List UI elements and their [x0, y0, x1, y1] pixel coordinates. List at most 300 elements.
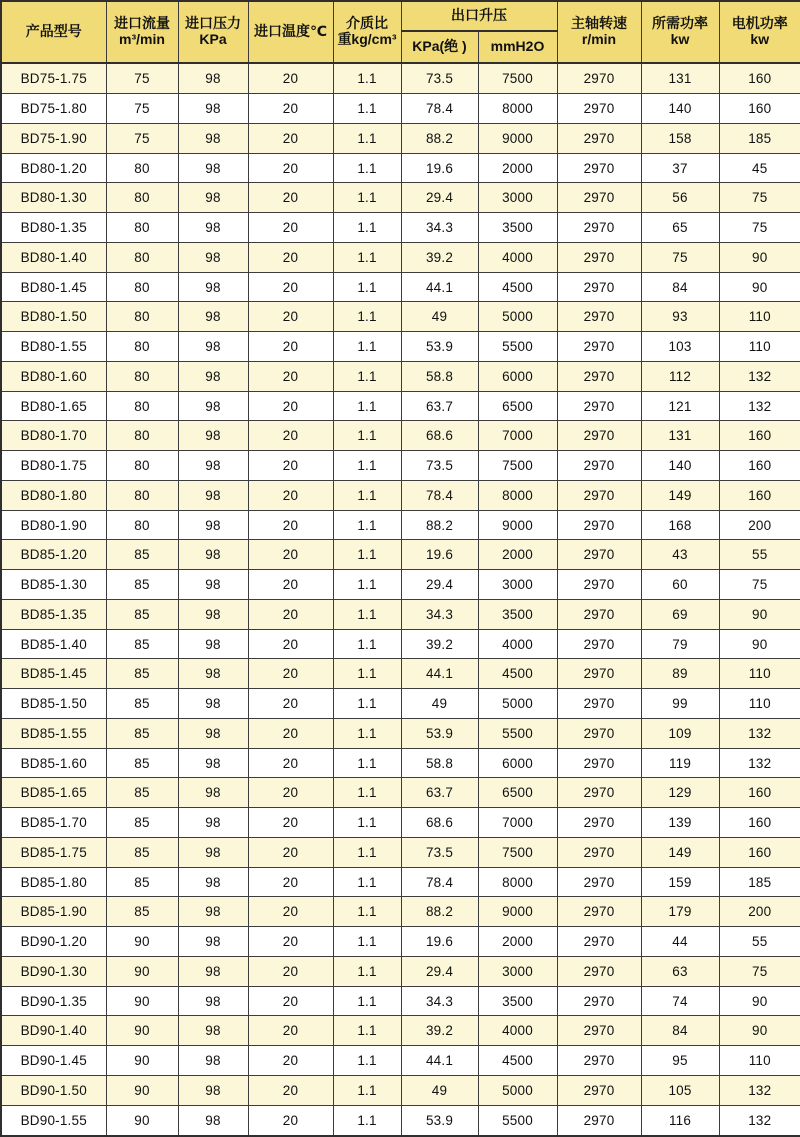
cell-outlet-kpa-abs: 73.5: [401, 451, 478, 481]
table-row: [1, 927, 800, 957]
cell-inlet-flow: 75: [106, 123, 178, 153]
cell-inlet-temp: 20: [248, 480, 333, 510]
cell-product-model: BD80-1.30: [1, 183, 106, 213]
cell-inlet-temp: 20: [248, 837, 333, 867]
cell-shaft-speed: 2970: [557, 123, 641, 153]
cell-required-power: 89: [641, 659, 719, 689]
cell-medium-density: 1.1: [333, 540, 401, 570]
cell-medium-density: 1.1: [333, 867, 401, 897]
cell-motor-power: 160: [719, 480, 800, 510]
cell-medium-density: 1.1: [333, 718, 401, 748]
cell-outlet-kpa-abs: 29.4: [401, 183, 478, 213]
cell-shaft-speed: 2970: [557, 1046, 641, 1076]
cell-product-model: BD80-1.55: [1, 332, 106, 362]
cell-outlet-kpa-abs: 34.3: [401, 986, 478, 1016]
table-row: [1, 659, 800, 689]
header-outlet-rise-group: 出口升压: [401, 1, 557, 31]
cell-inlet-temp: 20: [248, 332, 333, 362]
cell-required-power: 93: [641, 302, 719, 332]
cell-outlet-kpa-abs: 78.4: [401, 94, 478, 124]
cell-inlet-pressure: 98: [178, 808, 248, 838]
cell-inlet-temp: 20: [248, 540, 333, 570]
cell-inlet-pressure: 98: [178, 956, 248, 986]
cell-motor-power: 132: [719, 361, 800, 391]
cell-outlet-kpa-abs: 58.8: [401, 361, 478, 391]
cell-motor-power: 185: [719, 123, 800, 153]
cell-required-power: 56: [641, 183, 719, 213]
cell-motor-power: 90: [719, 599, 800, 629]
cell-inlet-temp: 20: [248, 956, 333, 986]
cell-inlet-temp: 20: [248, 242, 333, 272]
cell-required-power: 109: [641, 718, 719, 748]
cell-product-model: BD85-1.40: [1, 629, 106, 659]
cell-outlet-mmh2o: 5500: [478, 718, 557, 748]
cell-outlet-mmh2o: 3500: [478, 986, 557, 1016]
cell-medium-density: 1.1: [333, 659, 401, 689]
cell-inlet-temp: 20: [248, 272, 333, 302]
cell-outlet-kpa-abs: 49: [401, 689, 478, 719]
cell-outlet-mmh2o: 9000: [478, 897, 557, 927]
cell-outlet-kpa-abs: 78.4: [401, 867, 478, 897]
cell-inlet-pressure: 98: [178, 540, 248, 570]
table-row: [1, 808, 800, 838]
cell-outlet-kpa-abs: 88.2: [401, 510, 478, 540]
cell-inlet-pressure: 98: [178, 1046, 248, 1076]
cell-outlet-kpa-abs: 73.5: [401, 837, 478, 867]
cell-medium-density: 1.1: [333, 956, 401, 986]
cell-inlet-temp: 20: [248, 1105, 333, 1136]
cell-inlet-pressure: 98: [178, 361, 248, 391]
cell-required-power: 129: [641, 778, 719, 808]
cell-inlet-temp: 20: [248, 1016, 333, 1046]
cell-inlet-flow: 80: [106, 480, 178, 510]
cell-motor-power: 110: [719, 1046, 800, 1076]
cell-inlet-pressure: 98: [178, 748, 248, 778]
cell-inlet-pressure: 98: [178, 837, 248, 867]
table-row: [1, 837, 800, 867]
cell-shaft-speed: 2970: [557, 599, 641, 629]
cell-outlet-mmh2o: 3500: [478, 599, 557, 629]
cell-outlet-kpa-abs: 68.6: [401, 421, 478, 451]
table-row: [1, 599, 800, 629]
cell-outlet-kpa-abs: 19.6: [401, 927, 478, 957]
cell-product-model: BD85-1.30: [1, 570, 106, 600]
cell-outlet-kpa-abs: 49: [401, 1075, 478, 1105]
cell-required-power: 140: [641, 94, 719, 124]
cell-medium-density: 1.1: [333, 94, 401, 124]
cell-inlet-temp: 20: [248, 1075, 333, 1105]
cell-inlet-temp: 20: [248, 778, 333, 808]
cell-inlet-flow: 80: [106, 361, 178, 391]
cell-product-model: BD90-1.45: [1, 1046, 106, 1076]
cell-outlet-kpa-abs: 34.3: [401, 599, 478, 629]
cell-inlet-flow: 85: [106, 599, 178, 629]
cell-motor-power: 160: [719, 808, 800, 838]
cell-required-power: 149: [641, 480, 719, 510]
cell-product-model: BD85-1.50: [1, 689, 106, 719]
cell-outlet-mmh2o: 7000: [478, 808, 557, 838]
cell-outlet-mmh2o: 4000: [478, 1016, 557, 1046]
cell-shaft-speed: 2970: [557, 213, 641, 243]
header-shaft-speed: 主轴转速 r/min: [557, 1, 641, 63]
cell-outlet-kpa-abs: 53.9: [401, 718, 478, 748]
cell-inlet-pressure: 98: [178, 421, 248, 451]
table-row: [1, 1075, 800, 1105]
cell-inlet-pressure: 98: [178, 63, 248, 94]
cell-required-power: 140: [641, 451, 719, 481]
table-row: [1, 689, 800, 719]
cell-medium-density: 1.1: [333, 808, 401, 838]
cell-product-model: BD85-1.20: [1, 540, 106, 570]
cell-shaft-speed: 2970: [557, 927, 641, 957]
cell-outlet-mmh2o: 2000: [478, 540, 557, 570]
cell-motor-power: 160: [719, 63, 800, 94]
cell-inlet-pressure: 98: [178, 332, 248, 362]
table-row: [1, 956, 800, 986]
cell-product-model: BD80-1.80: [1, 480, 106, 510]
cell-inlet-flow: 80: [106, 391, 178, 421]
cell-shaft-speed: 2970: [557, 1075, 641, 1105]
cell-medium-density: 1.1: [333, 1016, 401, 1046]
cell-shaft-speed: 2970: [557, 748, 641, 778]
cell-outlet-mmh2o: 5500: [478, 332, 557, 362]
cell-inlet-temp: 20: [248, 927, 333, 957]
cell-inlet-pressure: 98: [178, 123, 248, 153]
cell-shaft-speed: 2970: [557, 808, 641, 838]
cell-required-power: 119: [641, 748, 719, 778]
cell-required-power: 99: [641, 689, 719, 719]
cell-product-model: BD85-1.75: [1, 837, 106, 867]
cell-outlet-kpa-abs: 88.2: [401, 897, 478, 927]
cell-outlet-kpa-abs: 68.6: [401, 808, 478, 838]
cell-outlet-kpa-abs: 63.7: [401, 778, 478, 808]
cell-medium-density: 1.1: [333, 183, 401, 213]
cell-product-model: BD80-1.20: [1, 153, 106, 183]
cell-inlet-pressure: 98: [178, 986, 248, 1016]
table-row: [1, 540, 800, 570]
cell-inlet-pressure: 98: [178, 272, 248, 302]
table-row: [1, 242, 800, 272]
cell-medium-density: 1.1: [333, 689, 401, 719]
cell-inlet-flow: 75: [106, 63, 178, 94]
table-row: [1, 748, 800, 778]
cell-required-power: 44: [641, 927, 719, 957]
cell-product-model: BD90-1.20: [1, 927, 106, 957]
cell-inlet-temp: 20: [248, 361, 333, 391]
cell-required-power: 131: [641, 63, 719, 94]
cell-inlet-flow: 80: [106, 272, 178, 302]
header-motor-power: 电机功率 kw: [719, 1, 800, 63]
cell-shaft-speed: 2970: [557, 659, 641, 689]
table-row: [1, 451, 800, 481]
table-row: [1, 63, 800, 94]
header-product-model-label: 产品型号: [25, 23, 82, 40]
cell-motor-power: 132: [719, 1075, 800, 1105]
cell-outlet-mmh2o: 7500: [478, 837, 557, 867]
cell-medium-density: 1.1: [333, 778, 401, 808]
cell-motor-power: 160: [719, 778, 800, 808]
table-row: [1, 718, 800, 748]
cell-outlet-mmh2o: 5500: [478, 1105, 557, 1136]
cell-outlet-mmh2o: 3500: [478, 213, 557, 243]
cell-shaft-speed: 2970: [557, 242, 641, 272]
cell-outlet-kpa-abs: 58.8: [401, 748, 478, 778]
cell-shaft-speed: 2970: [557, 1105, 641, 1136]
cell-motor-power: 90: [719, 629, 800, 659]
cell-medium-density: 1.1: [333, 123, 401, 153]
cell-inlet-flow: 85: [106, 897, 178, 927]
cell-motor-power: 200: [719, 897, 800, 927]
table-row: [1, 332, 800, 362]
cell-inlet-pressure: 98: [178, 927, 248, 957]
cell-outlet-kpa-abs: 49: [401, 302, 478, 332]
cell-product-model: BD85-1.45: [1, 659, 106, 689]
cell-product-model: BD75-1.75: [1, 63, 106, 94]
cell-inlet-flow: 85: [106, 837, 178, 867]
cell-shaft-speed: 2970: [557, 361, 641, 391]
cell-medium-density: 1.1: [333, 1075, 401, 1105]
table-row: [1, 421, 800, 451]
table-row: [1, 361, 800, 391]
cell-shaft-speed: 2970: [557, 986, 641, 1016]
cell-motor-power: 200: [719, 510, 800, 540]
cell-required-power: 116: [641, 1105, 719, 1136]
cell-inlet-pressure: 98: [178, 1075, 248, 1105]
cell-inlet-pressure: 98: [178, 480, 248, 510]
cell-product-model: BD90-1.40: [1, 1016, 106, 1046]
cell-inlet-flow: 90: [106, 986, 178, 1016]
cell-medium-density: 1.1: [333, 332, 401, 362]
cell-outlet-mmh2o: 6000: [478, 361, 557, 391]
cell-outlet-mmh2o: 7000: [478, 421, 557, 451]
cell-inlet-pressure: 98: [178, 391, 248, 421]
table-row: [1, 570, 800, 600]
table-row: [1, 897, 800, 927]
cell-inlet-temp: 20: [248, 123, 333, 153]
cell-inlet-flow: 80: [106, 421, 178, 451]
cell-product-model: BD85-1.90: [1, 897, 106, 927]
cell-inlet-flow: 80: [106, 510, 178, 540]
table-row: [1, 1105, 800, 1136]
cell-inlet-temp: 20: [248, 570, 333, 600]
cell-inlet-flow: 85: [106, 808, 178, 838]
cell-inlet-pressure: 98: [178, 183, 248, 213]
cell-required-power: 43: [641, 540, 719, 570]
cell-medium-density: 1.1: [333, 63, 401, 94]
cell-inlet-pressure: 98: [178, 1016, 248, 1046]
cell-outlet-mmh2o: 8000: [478, 94, 557, 124]
cell-inlet-pressure: 98: [178, 242, 248, 272]
cell-medium-density: 1.1: [333, 153, 401, 183]
cell-required-power: 75: [641, 242, 719, 272]
cell-product-model: BD85-1.60: [1, 748, 106, 778]
cell-motor-power: 90: [719, 272, 800, 302]
cell-motor-power: 75: [719, 570, 800, 600]
cell-inlet-flow: 90: [106, 927, 178, 957]
cell-inlet-temp: 20: [248, 391, 333, 421]
cell-inlet-pressure: 98: [178, 94, 248, 124]
cell-outlet-kpa-abs: 78.4: [401, 480, 478, 510]
cell-outlet-kpa-abs: 44.1: [401, 272, 478, 302]
cell-outlet-kpa-abs: 39.2: [401, 629, 478, 659]
cell-shaft-speed: 2970: [557, 689, 641, 719]
cell-required-power: 65: [641, 213, 719, 243]
cell-inlet-flow: 90: [106, 1105, 178, 1136]
table-row: [1, 986, 800, 1016]
table-header: [1, 1, 800, 63]
cell-inlet-temp: 20: [248, 986, 333, 1016]
cell-shaft-speed: 2970: [557, 867, 641, 897]
cell-shaft-speed: 2970: [557, 332, 641, 362]
cell-inlet-flow: 80: [106, 242, 178, 272]
cell-shaft-speed: 2970: [557, 272, 641, 302]
cell-required-power: 168: [641, 510, 719, 540]
table-row: [1, 480, 800, 510]
cell-required-power: 105: [641, 1075, 719, 1105]
cell-inlet-temp: 20: [248, 302, 333, 332]
cell-required-power: 158: [641, 123, 719, 153]
cell-outlet-mmh2o: 4000: [478, 242, 557, 272]
header-required-power: 所需功率 kw: [641, 1, 719, 63]
cell-motor-power: 160: [719, 421, 800, 451]
cell-product-model: BD85-1.35: [1, 599, 106, 629]
cell-outlet-kpa-abs: 73.5: [401, 63, 478, 94]
cell-outlet-kpa-abs: 53.9: [401, 332, 478, 362]
cell-inlet-temp: 20: [248, 510, 333, 540]
cell-inlet-flow: 90: [106, 1046, 178, 1076]
cell-required-power: 139: [641, 808, 719, 838]
cell-inlet-temp: 20: [248, 867, 333, 897]
table-body: [1, 63, 800, 1136]
cell-outlet-mmh2o: 2000: [478, 927, 557, 957]
cell-medium-density: 1.1: [333, 361, 401, 391]
cell-medium-density: 1.1: [333, 599, 401, 629]
header-outlet-mmh2o: mmH2O: [478, 31, 557, 63]
cell-outlet-mmh2o: 3000: [478, 956, 557, 986]
cell-inlet-temp: 20: [248, 94, 333, 124]
cell-outlet-mmh2o: 8000: [478, 480, 557, 510]
cell-outlet-kpa-abs: 19.6: [401, 153, 478, 183]
cell-required-power: 84: [641, 272, 719, 302]
cell-product-model: BD75-1.90: [1, 123, 106, 153]
table-row: [1, 778, 800, 808]
cell-inlet-pressure: 98: [178, 718, 248, 748]
cell-shaft-speed: 2970: [557, 153, 641, 183]
cell-inlet-flow: 85: [106, 540, 178, 570]
cell-inlet-pressure: 98: [178, 1105, 248, 1136]
cell-outlet-kpa-abs: 44.1: [401, 1046, 478, 1076]
cell-medium-density: 1.1: [333, 927, 401, 957]
cell-motor-power: 160: [719, 451, 800, 481]
cell-shaft-speed: 2970: [557, 897, 641, 927]
cell-motor-power: 132: [719, 1105, 800, 1136]
cell-required-power: 131: [641, 421, 719, 451]
cell-inlet-flow: 90: [106, 956, 178, 986]
cell-outlet-kpa-abs: 88.2: [401, 123, 478, 153]
cell-shaft-speed: 2970: [557, 480, 641, 510]
cell-shaft-speed: 2970: [557, 778, 641, 808]
cell-shaft-speed: 2970: [557, 570, 641, 600]
cell-motor-power: 90: [719, 1016, 800, 1046]
cell-inlet-temp: 20: [248, 421, 333, 451]
cell-product-model: BD80-1.40: [1, 242, 106, 272]
cell-inlet-flow: 80: [106, 213, 178, 243]
cell-medium-density: 1.1: [333, 897, 401, 927]
table-row: [1, 183, 800, 213]
cell-shaft-speed: 2970: [557, 94, 641, 124]
cell-required-power: 121: [641, 391, 719, 421]
cell-inlet-flow: 85: [106, 867, 178, 897]
cell-outlet-mmh2o: 7500: [478, 451, 557, 481]
cell-outlet-mmh2o: 9000: [478, 510, 557, 540]
cell-inlet-pressure: 98: [178, 302, 248, 332]
cell-inlet-flow: 85: [106, 570, 178, 600]
cell-inlet-temp: 20: [248, 718, 333, 748]
cell-motor-power: 110: [719, 689, 800, 719]
cell-medium-density: 1.1: [333, 451, 401, 481]
cell-outlet-mmh2o: 3000: [478, 183, 557, 213]
cell-motor-power: 75: [719, 956, 800, 986]
cell-motor-power: 132: [719, 748, 800, 778]
cell-outlet-mmh2o: 4500: [478, 272, 557, 302]
table-row: [1, 1046, 800, 1076]
cell-shaft-speed: 2970: [557, 718, 641, 748]
cell-motor-power: 75: [719, 183, 800, 213]
cell-inlet-temp: 20: [248, 213, 333, 243]
table-row: [1, 1016, 800, 1046]
cell-medium-density: 1.1: [333, 1105, 401, 1136]
cell-required-power: 103: [641, 332, 719, 362]
cell-inlet-temp: 20: [248, 63, 333, 94]
cell-outlet-mmh2o: 4500: [478, 1046, 557, 1076]
cell-inlet-temp: 20: [248, 808, 333, 838]
cell-shaft-speed: 2970: [557, 451, 641, 481]
header-inlet-temp: 进口温度℃: [248, 1, 333, 63]
cell-inlet-pressure: 98: [178, 153, 248, 183]
cell-product-model: BD80-1.65: [1, 391, 106, 421]
header-inlet-pressure: 进口压力 KPa: [178, 1, 248, 63]
cell-inlet-temp: 20: [248, 748, 333, 778]
cell-outlet-mmh2o: 7500: [478, 63, 557, 94]
cell-medium-density: 1.1: [333, 421, 401, 451]
cell-inlet-flow: 90: [106, 1016, 178, 1046]
cell-medium-density: 1.1: [333, 570, 401, 600]
table-row: [1, 123, 800, 153]
cell-inlet-pressure: 98: [178, 570, 248, 600]
cell-outlet-mmh2o: 5000: [478, 1075, 557, 1105]
cell-outlet-kpa-abs: 34.3: [401, 213, 478, 243]
cell-motor-power: 132: [719, 391, 800, 421]
cell-outlet-mmh2o: 9000: [478, 123, 557, 153]
cell-outlet-mmh2o: 5000: [478, 689, 557, 719]
cell-inlet-temp: 20: [248, 599, 333, 629]
cell-motor-power: 110: [719, 332, 800, 362]
cell-motor-power: 55: [719, 927, 800, 957]
cell-medium-density: 1.1: [333, 837, 401, 867]
cell-shaft-speed: 2970: [557, 510, 641, 540]
cell-medium-density: 1.1: [333, 391, 401, 421]
cell-shaft-speed: 2970: [557, 63, 641, 94]
table-row: [1, 153, 800, 183]
cell-inlet-temp: 20: [248, 659, 333, 689]
cell-inlet-temp: 20: [248, 451, 333, 481]
cell-motor-power: 90: [719, 242, 800, 272]
cell-outlet-mmh2o: 6500: [478, 778, 557, 808]
header-inlet-flow: 进口流量 m³/min: [106, 1, 178, 63]
header-outlet-kpa-abs: KPa(绝 ): [401, 31, 478, 63]
cell-inlet-temp: 20: [248, 153, 333, 183]
cell-motor-power: 185: [719, 867, 800, 897]
